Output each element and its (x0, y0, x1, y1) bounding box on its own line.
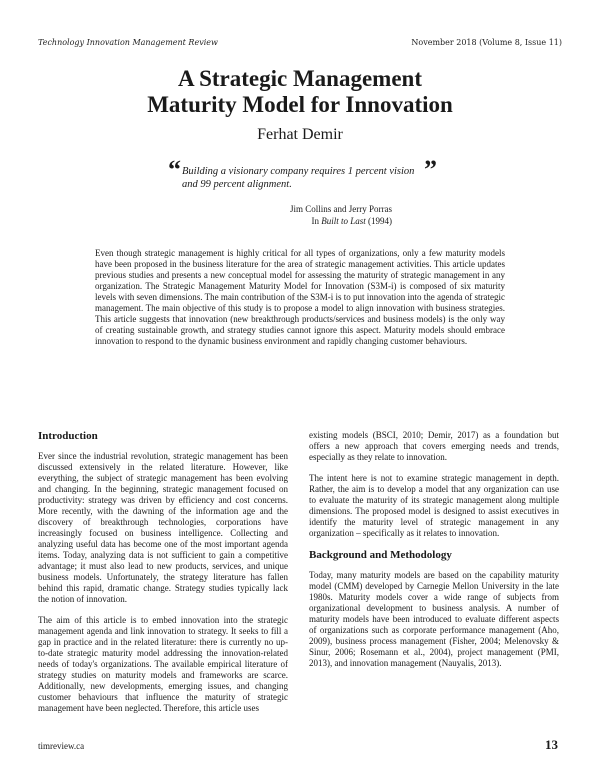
journal-name: Technology Innovation Management Review (38, 38, 218, 47)
introduction-heading: Introduction (38, 430, 98, 442)
title-line-2: Maturity Model for Innovation (147, 92, 453, 117)
intro-paragraph-2-continued: existing models (BSCI, 2010; Demir, 2017) as a foundation but offers a new approach that covers emerging needs and trends, especially as they relate to innovation. (309, 430, 559, 462)
background-paragraph-1: Today, many maturity models are based on the capability maturity model (CMM) developed by Carnegie Mellon University in the late 1980s. Maturity models cover a wide range of subjects from organizational development to business analysis. A number of maturity models have been introduced to evaluate different aspects of organizations such as corporate performance management (Aho, 2009), business process management (Fisher, 2004; Melenovsky & Sinur, 2006; Rosemann et al., 2004), project management (PMI, 2013), and innovation management (Nauyalis, 2013). (309, 570, 559, 668)
attribution-source (290, 215, 392, 227)
intro-paragraph-1: Ever since the industrial revolution, strategic management has been discussed extensively in the related literature. However, like everything, the subject of strategic management has been evolving and changing. In the beginning, strategic management focused on productivity: strategy was driven by efficiency and cost concerns. More recently, with the dawning of the information age and the discovery of breakthrough technologies, corporations have increasingly focused on business intelligence. Collecting and analyzing useful data has become one of the most important agenda items. Today, analyzing data is not sufficient to gain a competitive advantage; it must also lead to new products, services, and unique business models. Unfortunately, the strategy literature has fallen behind this rapid, dramatic change. Strategy studies typically lack the notion of innovation. (38, 451, 288, 604)
attribution-prefix: In (311, 216, 319, 226)
close-quote-mark: ” (424, 155, 437, 184)
attribution-year: (1994) (368, 216, 392, 226)
abstract: Even though strategic management is highly critical for all types of organizations, only a few maturity models have been proposed in the business literature for the area of strategic management activities. This article updates previous studies and presents a new conceptual model for assessing the maturity of strategic management in any organization. The Strategic Management Maturity Model for Innovation (S3M-i) is composed of six maturity levels with seven dimensions. The main contribution of the S3M-i is to put innovation into the agenda of strategic management. The main objective of this study is to propose a model to align innovation with business strategies. This article suggests that innovation (new breakthrough products/services and business models) is the only way of creating sustainable growth, and strategy studies cannot ignore this aspect. Maturity models should embrace innovation to respond to the dynamic business environment and rapidly changing customer behaviours. (95, 248, 506, 346)
right-column (309, 430, 559, 679)
epigraph-text: Building a visionary company requires 1 percent vision and 99 percent alignment. (182, 166, 415, 190)
attribution-names: Jim Collins and Jerry Porras (290, 204, 392, 214)
epigraph-attribution (290, 203, 392, 227)
issue-info: November 2018 (Volume 8, Issue 11) (411, 38, 562, 47)
page-number: 13 (545, 737, 558, 752)
article-title (0, 66, 600, 118)
left-column (38, 430, 288, 724)
background-heading: Background and Methodology (309, 549, 452, 561)
intro-paragraph-3: The intent here is not to examine strategic management in depth. Rather, the aim is to develop a model that any organization can use to evaluate the maturity of its strategic management along multiple dimensions. The proposed model is designed to assist executives in identify the maturity level of strategic management in any organization – specifically as it relates to innovation. (309, 473, 559, 538)
title-line-1: A Strategic Management (178, 66, 422, 91)
intro-paragraph-2: The aim of this article is to embed innovation into the strategic management agenda and link innovation to strategy. It seeks to fill a gap in practice and in the related literature: there is currently no up-to-date strategic maturity model addressing the innovation-related needs of today's organizations. The available empirical literature of strategy studies on maturity models and frameworks are scarce. Additionally, new developments, emerging issues, and changing customer behaviours that influence the maturity of strategic management have been neglected. Therefore, this article uses (38, 615, 288, 713)
footer-site: timreview.ca (38, 741, 85, 751)
open-quote-mark: “ (168, 155, 181, 184)
author-name: Ferhat Demir (257, 126, 343, 143)
attribution-book: Built to Last (321, 216, 366, 226)
